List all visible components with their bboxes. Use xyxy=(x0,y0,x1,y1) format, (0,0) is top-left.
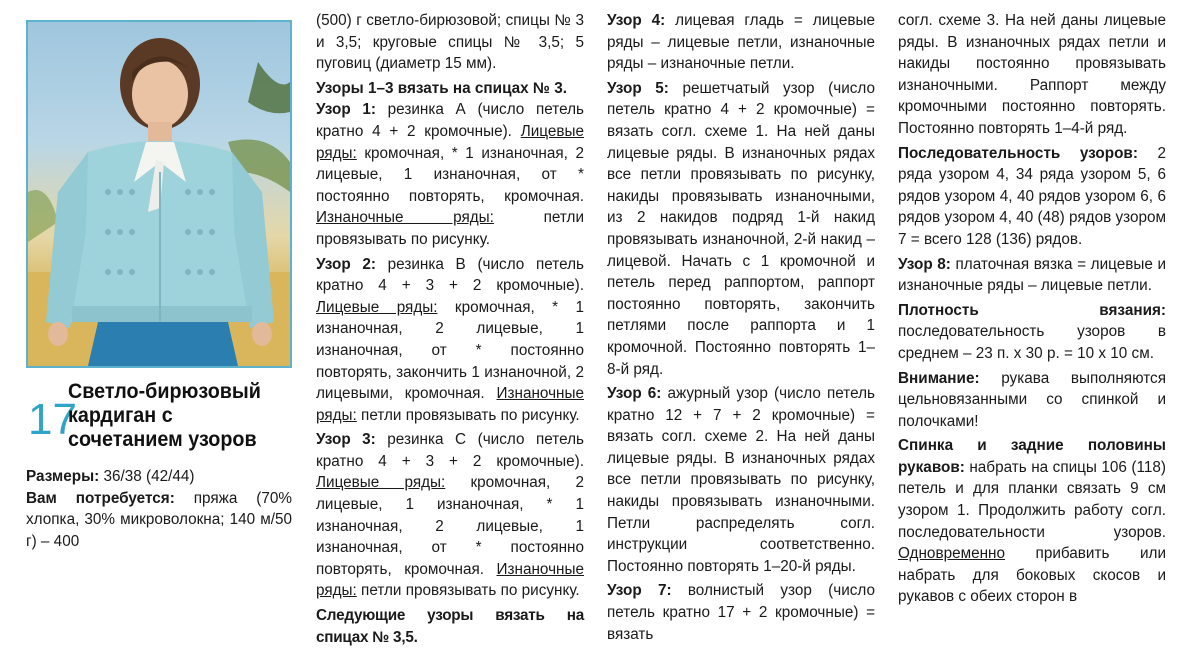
pattern-number: 17 xyxy=(28,395,77,444)
right-rows-label: Лицевые ряды: xyxy=(316,298,438,316)
pattern-7-label: Узор 7: xyxy=(607,582,672,600)
pattern-heading xyxy=(26,380,296,458)
pattern-8-label: Узор 8: xyxy=(898,255,951,273)
pattern-2-text: резинка В (число петель кратно 4 + 3 + 2 кромочные). xyxy=(316,255,584,295)
column-2 xyxy=(607,10,875,648)
attention-text: рукава выполняются цельновязанными со спинкой и полочками! xyxy=(898,369,1166,430)
model-photo xyxy=(26,20,292,368)
pattern-2-label: Узор 2: xyxy=(316,255,376,273)
pattern-5-label: Узор 5: xyxy=(607,79,669,97)
back-text: набрать на спицы 106 (118) петель и для планки связать 9 см узором 1. Продолжить работу согл. последовательности узоров. xyxy=(898,458,1166,541)
sizes-value: 36/38 (42/44) xyxy=(99,468,195,485)
simultaneously-label: Одновременно xyxy=(898,545,1006,563)
pattern-2-wrong-text: петли провязывать по рисунку. xyxy=(356,406,580,424)
sequence-text: 2 ряда узором 4, 34 ряда узором 5, 6 рядов узором 4, 40 рядов узором 6, 6 рядов узором 4, 40 (48) рядов узором 7 = всего 128 (136) рядов. xyxy=(898,144,1166,248)
pattern-1-right-text: кромочная, * 1 изнаночная, 2 лицевые, 1 изнаночная, от * постоянно повторять, кромочная. xyxy=(316,144,584,205)
right-rows-label: Лицевые ряды: xyxy=(316,122,584,162)
pattern-1-wrong-text: петли провязывать по рисунку. xyxy=(316,209,584,248)
pattern-4-label: Узор 4: xyxy=(607,12,666,29)
pattern-7-text: волнистый узор (число петель кратно 17 + 2 кромочные) = вязать xyxy=(607,582,875,643)
pattern-1-text: резинка А (число петель кратно 4 + 2 кромочные). xyxy=(316,101,584,140)
pattern-3-text: резинка С (число петель кратно 4 + 3 + 2 кромочные). xyxy=(316,431,584,470)
density-text: последовательность узоров в среднем – 23 п. х 30 р. = 10 х 10 см. xyxy=(898,323,1166,362)
wrong-rows-label: Изнаночные ряды: xyxy=(316,560,584,600)
column-1 xyxy=(316,10,584,651)
pattern-3-label: Узор 3: xyxy=(316,431,376,449)
pattern-8-text: платочная вязка = лицевые и изнаночные ряды – лицевые петли. xyxy=(898,255,1167,295)
back-text-2: прибавить или набрать для боковых скосов и рукавов с обеих сторон в xyxy=(898,545,1166,606)
pattern-5-text: решетчатый узор (число петель кратно 4 + 2 кромочные) = вязать согл. схеме 1. На ней даны лицевые ряды. В изнаночных рядах все петли провязывать по рисунку, накиды провязывать изнаночными, из 2 накидов подряд 1-й накид провязывать изнаночной, 2-й накид – лицевой. Начать с 1 кромочной и петель перед раппортом, раппорт постоянно повторять, закончить петлями после раппорта и 1 кромочной. Постоянно повторять 1–8-й ряд. xyxy=(607,79,875,378)
column-3 xyxy=(898,10,1166,611)
materials-continued: (500) г светло-бирюзовой; спицы № 3 и 3,5; круговые спицы № 3,5; 5 пуговиц (диаметр 15 мм). xyxy=(316,12,584,73)
need-label: Вам потребуется: xyxy=(26,489,175,507)
attention-label: Внимание: xyxy=(898,369,980,387)
pattern-2-right-text: кромочная, * 1 изнаночная, 2 лицевые, 1 изнаночная, от * постоянно повторять, закончить 1 изнаночной, 2 лицевыми, кромочная. xyxy=(316,298,584,403)
pattern-3-right-text: кромочная, 2 лицевые, 1 изнаночная, * 1 изнаночная, 2 лицевые, 1 изнаночная, от * постоянно повторять, кромочная. xyxy=(316,474,584,578)
density-label: Плотность вязания: xyxy=(898,301,1166,319)
wrong-rows-label: Изнаночные ряды: xyxy=(316,209,494,227)
pattern-6-label: Узор 6: xyxy=(607,385,662,403)
needles-heading-1: Узоры 1–3 вязать на спицах № 3. xyxy=(316,79,567,97)
need-value: пряжа (70% хлопка, 30% микроволокна; 140 м/50 г) – 400 xyxy=(26,489,292,550)
back-label: Спинка и задние половины рукавов: xyxy=(898,437,1166,476)
pattern-7-continued: согл. схеме 3. На ней даны лицевые ряды. В изнаночных рядах петли и накиды постоянно провязывать изнаночными. Раппорт между кромочными постоянно повторять. Постоянно повторять 1–4-й ряд. xyxy=(898,12,1166,137)
sequence-label: Последовательность узоров: xyxy=(898,144,1138,162)
pattern-4-text: лицевая гладь = лицевые ряды – лицевые петли, изнаночные ряды – изнаночные петли. xyxy=(607,12,876,73)
pattern-1-label: Узор 1: xyxy=(316,101,376,119)
materials-section xyxy=(26,466,292,555)
pattern-title: Светло-бирюзовый кардиган с сочетанием узоров xyxy=(68,380,261,451)
pattern-3-wrong-text: петли провязывать по рисунку. xyxy=(356,582,580,600)
wrong-rows-label: Изнаночные ряды: xyxy=(316,385,584,424)
cardigan-illustration xyxy=(28,22,290,366)
right-rows-label: Лицевые ряды: xyxy=(316,474,446,492)
needles-heading-2: Следующие узоры вязать на спицах № 3,5. xyxy=(316,607,584,646)
sizes-label: Размеры: xyxy=(26,468,100,485)
pattern-6-text: ажурный узор (число петель кратно 12 + 7 + 2 кромочные) = вязать согл. схеме 2. На ней даны лицевые ряды. В изнаночных рядах все петли провязывать по рисунку, накиды провязывать изнаночными. Петли распределять согл. инструкции соответственно. Постоянно повторять 1–20-й ряды. xyxy=(607,385,875,575)
